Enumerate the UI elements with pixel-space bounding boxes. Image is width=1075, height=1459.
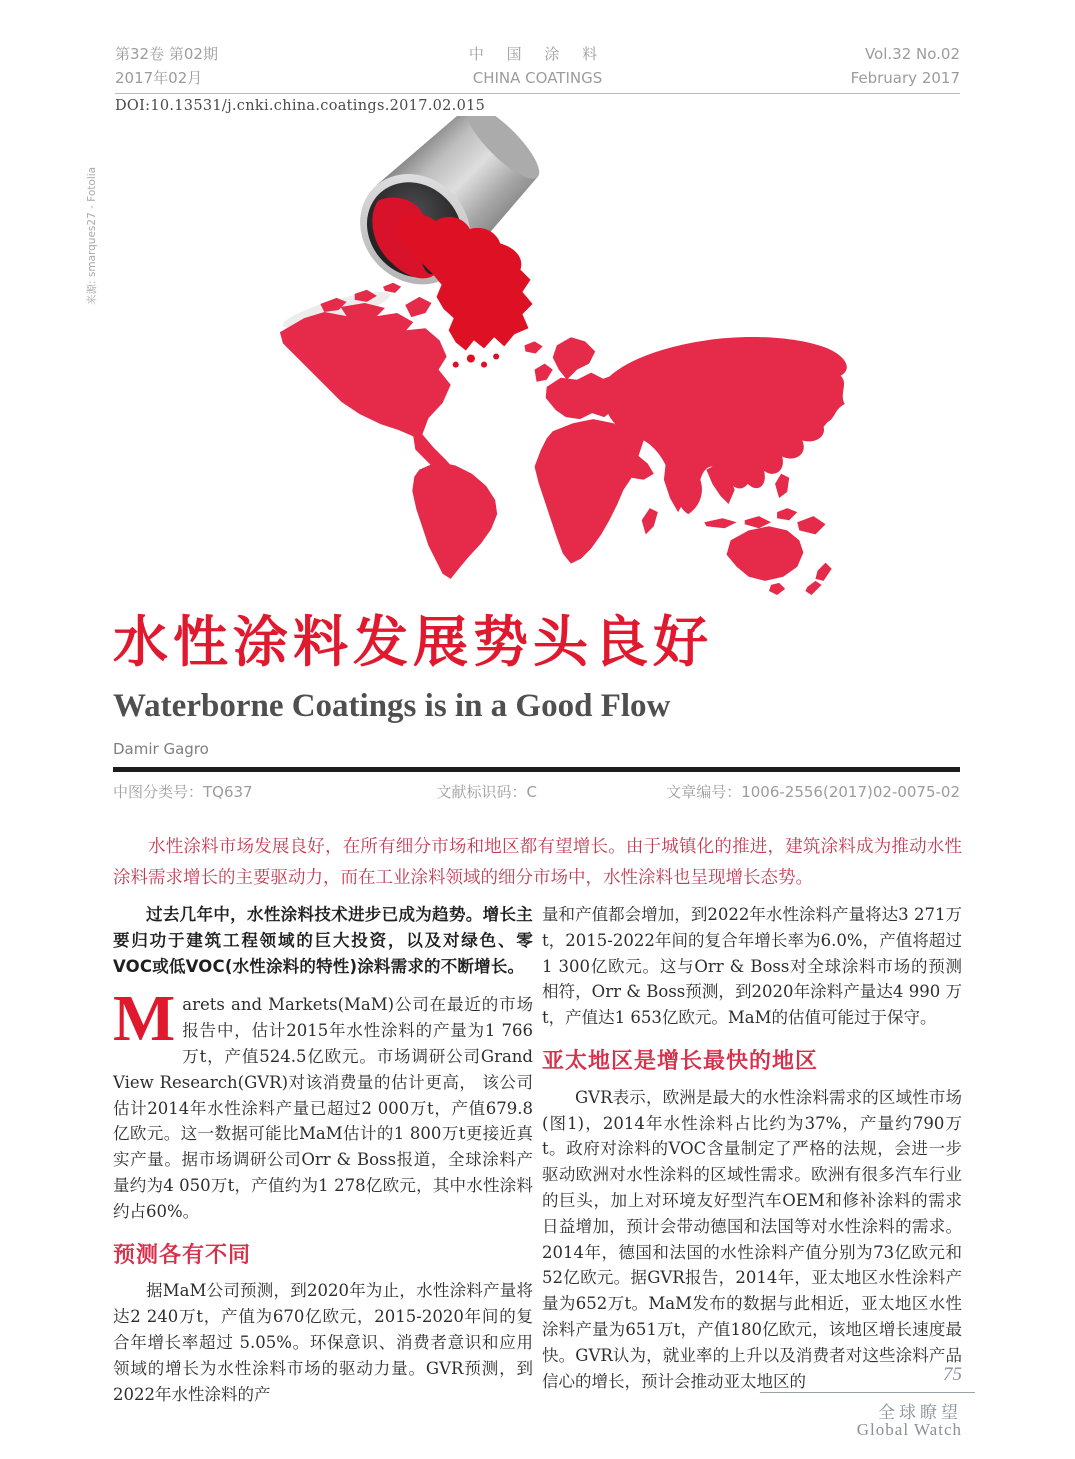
header-volume-issue: 第32卷 第02期 [115,45,218,63]
drop-cap: M [113,982,176,1056]
header-journal-name [115,42,960,90]
header-date-en: February 2017 [850,69,960,87]
header-divider [115,93,960,94]
title-divider [113,767,960,772]
map-new-zealand [815,563,831,581]
map-scandinavia [553,337,595,379]
paragraph: 据MaM公司预测，到2020年为止，水性涂料产量将达2 240万t，产值为670亿欧元，2015-2020年间的复合年增长率超过 5.05%。环保意识、消费者意识和应用领域的增长为水性涂料市场的驱动力量。GVR预测，到2022年水性涂料的产 [113,1281,533,1404]
image-credit: 来源: smarques27 - Fotolia [86,166,98,305]
map-iceland [524,341,542,353]
paragraph-text: arets and Markets(MaM)公司在最近的市场报告中，估计2015年水性涂料的产量为1 766万t，产值524.5亿欧元。市场调研公司Grand View Research(GVR)对该消费量的估计更高， 该公司估计2014年水性涂料产量已超过2 000万t，产值679.8亿欧元。这一数据可能比MaM估计的1 800万t更接近真实产量。据市场调研公司Orr & Boss报道，全球涂料产量约为4 050万t，产值约为1 278亿欧元，其中水性涂料约占60%。 [113,995,533,1221]
paragraph: 量和产值都会增加，到2022年水性涂料产量将达3 271万t，2015-2022年间的复合年增长率为6.0%，产值将超过1 300亿欧元。这与Orr & Boss对全球涂料市场的预测相符，Orr & Boss预测，到2020年涂料产量达4 990 万t，产值达1 653亿欧元。MaM的估值可能过于保守。 [542,905,962,1028]
author-name: Damir Gagro [113,740,209,758]
world-map [280,283,847,595]
map-australia [727,526,804,581]
footer-section-en: Global Watch [856,1420,962,1439]
section-heading-forecasts: 预测各有不同 [113,1242,252,1268]
body-column-right [542,902,962,1407]
map-south-america [412,462,497,579]
paragraph: GVR表示，欧洲是最大的水性涂料需求的区域性市场(图1)，2014年水性涂料占比约为37%，产量约790万t。政府对涂料的VOC含量制定了严格的法规，会进一步驱动欧洲对水性涂料的区域性需求。欧洲有很多汽车行业的巨头，加上对环境友好型汽车OEM和修补涂料的需求日益增加，预计会带动德国和法国等对水性涂料的需求。2014年，德国和法国的水性涂料产值分别为73亿欧元和52亿欧元。据GVR报告，2014年，亚太地区水性涂料产量为652万t。MaM发布的数据与此相近，亚太地区水性涂料产量为651万t，产值180亿欧元，该地区增长速度最快。GVR认为，就业率的上升以及消费者对这些涂料产品信心的增长，预计会推动亚太地区的 [542,1087,962,1391]
lead-paragraph: 过去几年中，水性涂料技术进步已成为趋势。增长主要归功于建筑工程领域的巨大投资，以及对绿色、零VOC或低VOC(水性涂料的特性)涂料需求的不断增长。 [113,905,533,976]
map-madagascar [642,508,658,534]
section-heading-apac: 亚太地区是增长最快的地区 [542,1048,819,1074]
paragraph [113,982,533,1224]
page-number: 75 [943,1364,962,1385]
hero-illustration [263,116,891,596]
article-title-zh: 水性涂料发展势头良好 [113,610,714,674]
map-tasmania [769,583,785,595]
journal-name-en: CHINA COATINGS [472,69,603,87]
body-column-left [113,902,533,1420]
meta-document-code: 文献标识码：C [436,783,537,801]
doi-line: DOI:10.13531/j.cnki.china.coatings.2017.02.015 [115,98,486,114]
map-baffin-island [405,297,431,317]
footer-section-zh: 全球瞭望 [878,1403,962,1423]
journal-name-zh: 中 国 涂 料 [468,45,607,63]
footer-divider [760,1392,975,1393]
map-java [745,516,771,528]
article-title-en: Waterborne Coatings is in a Good Flow [113,688,671,724]
meta-clc-number: 中图分类号：TQ637 [113,783,253,801]
header-date-zh: 2017年02月 [115,69,203,87]
map-arctic-island [383,283,401,293]
header-vol-no: Vol.32 No.02 [864,45,960,63]
map-philippines [775,474,789,498]
map-new-zealand [805,581,821,595]
map-uk [535,364,553,382]
article-abstract: 水性涂料市场发展良好，在所有细分市场和地区都有望增长。由于城镇化的推进，建筑涂料成为推动水性涂料需求增长的主要驱动力，而在工业涂料领域的细分市场中，水性涂料也呈现增长态势。 [113,837,962,888]
meta-article-id: 文章编号：1006-2556(2017)02-0075-02 [666,783,961,801]
map-north-america [280,303,455,478]
header-vol-block [851,42,960,90]
map-sumatra [704,518,736,528]
map-new-guinea [797,516,825,534]
map-borneo [777,508,797,520]
article-meta-row [113,781,960,802]
